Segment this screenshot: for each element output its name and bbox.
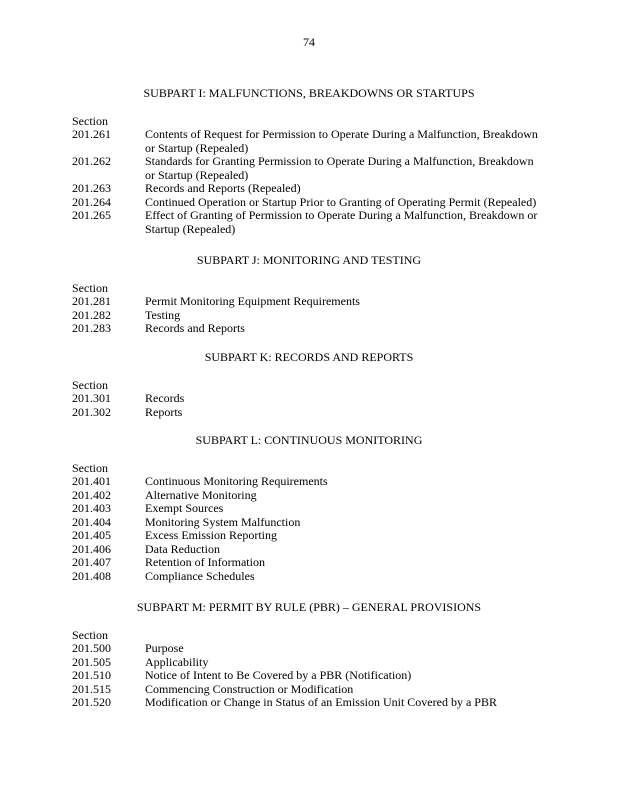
section-number: 201.402 xyxy=(72,487,111,502)
section-title: Compliance Schedules xyxy=(145,568,255,583)
section-number: 201.301 xyxy=(72,391,111,405)
section-entry xyxy=(72,196,546,210)
section-entry xyxy=(72,502,546,516)
section-number: 201.401 xyxy=(72,474,111,488)
section-entry xyxy=(72,683,546,697)
section-title: Applicability xyxy=(145,654,209,669)
section-entry xyxy=(72,322,546,336)
page-number: 74 xyxy=(303,35,315,49)
section-number: 201.510 xyxy=(72,668,111,682)
section-number: 201.283 xyxy=(72,321,111,335)
section-number: 201.515 xyxy=(72,681,111,696)
section-title: Records and Reports (Repealed) xyxy=(145,181,301,195)
section-title: Continued Operation or Startup Prior to Granting of Operating Permit (Repealed) xyxy=(145,194,537,209)
section-title: Testing xyxy=(145,307,181,322)
subpart-title: SUBPART K: RECORDS AND REPORTS xyxy=(204,350,414,364)
section-entry xyxy=(72,392,546,406)
section-entry xyxy=(72,656,546,670)
section-entry xyxy=(72,209,546,236)
section-title: Purpose xyxy=(145,641,184,655)
section-entry xyxy=(72,696,546,710)
section-title: Retention of Information xyxy=(145,555,265,569)
section-entry xyxy=(72,529,546,543)
section-entry xyxy=(72,543,546,557)
subpart-title: SUBPART L: CONTINUOUS MONITORING xyxy=(195,433,423,447)
section-title: Modification or Change in Status of an Emission Unit Covered by a PBR xyxy=(145,695,497,709)
section-label: Section xyxy=(72,460,108,475)
section-number: 201.405 xyxy=(72,528,111,542)
section-entry xyxy=(72,309,546,323)
section-number: 201.406 xyxy=(72,541,111,556)
section-title: Commencing Construction or Modification xyxy=(145,681,354,696)
subpart-block xyxy=(72,601,546,710)
section-entry xyxy=(72,516,546,530)
section-number: 201.500 xyxy=(72,641,111,655)
section-title: Records xyxy=(145,391,185,405)
section-entry xyxy=(72,406,546,420)
subpart-title: SUBPART I: MALFUNCTIONS, BREAKDOWNS OR STARTUPS xyxy=(143,86,475,100)
section-label: Section xyxy=(72,113,108,128)
section-entry xyxy=(72,182,546,196)
section-number: 201.520 xyxy=(72,695,111,709)
section-number: 201.264 xyxy=(72,194,111,209)
section-entry xyxy=(72,570,546,584)
section-title: Standards for Granting Permission to Operate During a Malfunction, Breakdown or Startup (Repealed) xyxy=(145,154,534,182)
section-number: 201.403 xyxy=(72,501,111,515)
section-number: 201.265 xyxy=(72,208,111,222)
section-entry xyxy=(72,669,546,683)
section-number: 201.262 xyxy=(72,154,111,168)
section-number: 201.261 xyxy=(72,127,111,141)
section-entry xyxy=(72,155,546,182)
section-label: Section xyxy=(72,627,108,642)
section-label: Section xyxy=(72,377,108,392)
section-number: 201.281 xyxy=(72,294,111,308)
section-title: Reports xyxy=(145,404,183,419)
subpart-block xyxy=(72,351,546,419)
section-entry xyxy=(72,295,546,309)
section-title: Records and Reports xyxy=(145,321,245,335)
section-number: 201.263 xyxy=(72,181,111,195)
section-title: Notice of Intent to Be Covered by a PBR (Notification) xyxy=(145,668,412,682)
section-entry xyxy=(72,642,546,656)
section-number: 201.505 xyxy=(72,654,111,669)
section-entry xyxy=(72,556,546,570)
section-title: Exempt Sources xyxy=(145,501,224,515)
section-entry xyxy=(72,475,546,489)
section-entry xyxy=(72,489,546,503)
section-number: 201.408 xyxy=(72,568,111,583)
section-title: Alternative Monitoring xyxy=(145,487,257,502)
section-title: Permit Monitoring Equipment Requirements xyxy=(145,294,360,308)
subpart-title: SUBPART M: PERMIT BY RULE (PBR) – GENERAL PROVISIONS xyxy=(136,600,482,614)
subpart-title: SUBPART J: MONITORING AND TESTING xyxy=(196,253,422,267)
section-title: Continuous Monitoring Requirements xyxy=(145,474,328,488)
section-number: 201.302 xyxy=(72,404,111,419)
section-title: Excess Emission Reporting xyxy=(145,528,277,542)
section-title: Contents of Request for Permission to Operate During a Malfunction, Breakdown or Startup (Repealed) xyxy=(145,127,538,155)
section-title: Effect of Granting of Permission to Operate During a Malfunction, Breakdown or Startup (Repealed) xyxy=(145,208,538,236)
subpart-block xyxy=(72,434,546,583)
subpart-block xyxy=(72,254,546,336)
subpart-block xyxy=(72,87,546,236)
section-title: Data Reduction xyxy=(145,541,220,556)
section-number: 201.282 xyxy=(72,307,111,322)
section-number: 201.404 xyxy=(72,514,111,529)
section-entry xyxy=(72,128,546,155)
section-number: 201.407 xyxy=(72,555,111,569)
section-label: Section xyxy=(72,280,108,295)
section-title: Monitoring System Malfunction xyxy=(145,514,301,529)
